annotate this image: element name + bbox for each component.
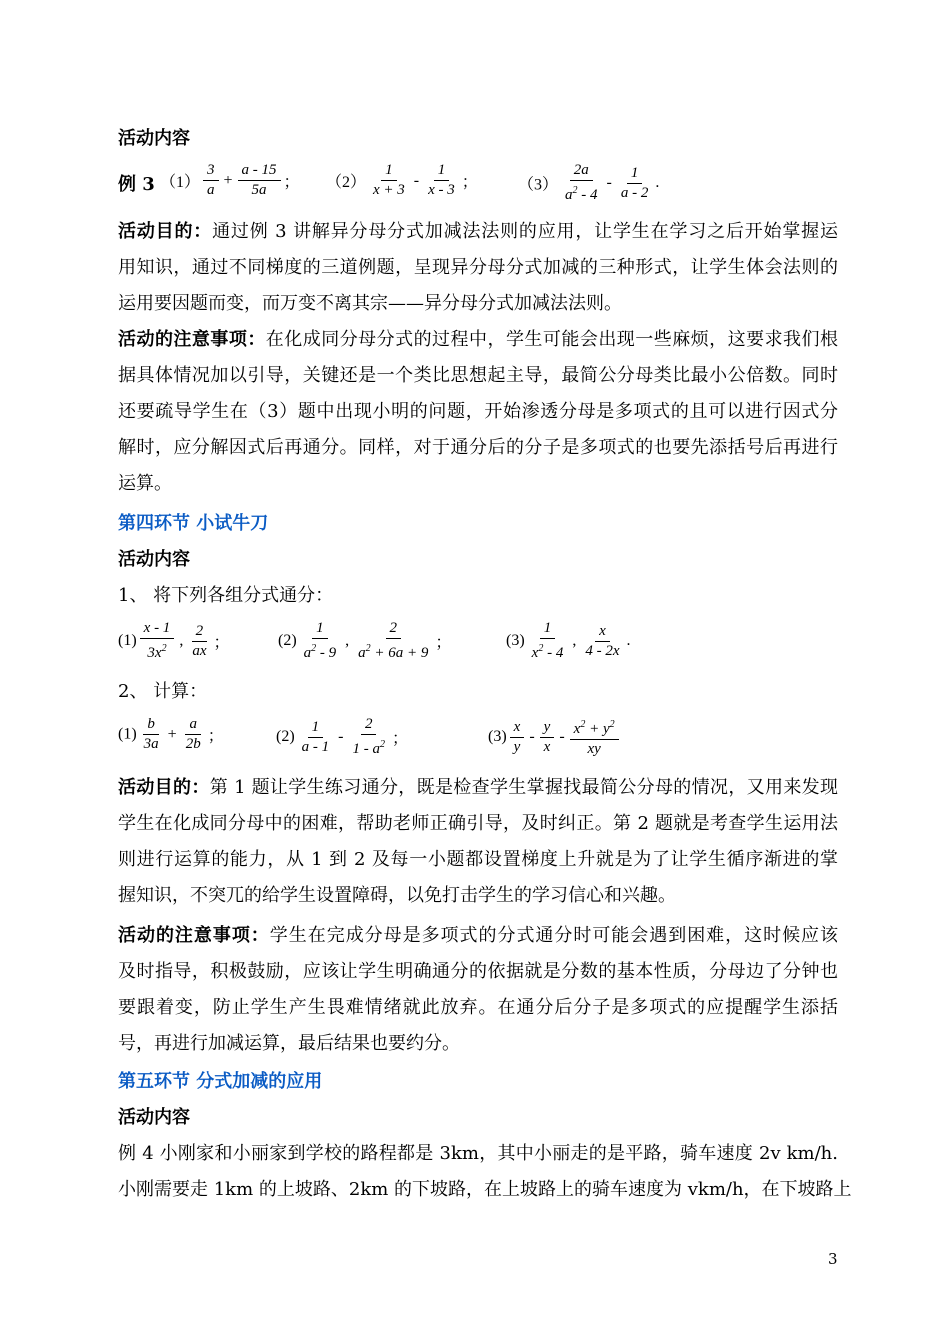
math-end: ； bbox=[213, 634, 230, 652]
math-end: ； bbox=[283, 174, 300, 191]
fraction: $\frac{x - 1}{3x^2}$ bbox=[140, 620, 175, 662]
math-operator: - bbox=[413, 171, 420, 189]
fraction: $\frac{a}{2b}$ bbox=[185, 716, 201, 752]
example3-label: 例 3 bbox=[118, 174, 155, 195]
example3-item-3 bbox=[518, 162, 659, 204]
math-operator: + bbox=[167, 725, 177, 743]
q1-item-2 bbox=[278, 620, 451, 662]
example4-line-2: 小刚需要走 1km 的上坡路、2km 的下坡路，在上坡路上的骑车速度为 vkm/h，在下坡路上 bbox=[118, 1179, 852, 1200]
fraction: $\frac{1}{a - 1}$ bbox=[301, 718, 330, 755]
example4-line-1: 例 4 小刚家和小丽家到学校的路程都是 3km，其中小丽走的是平路，骑车速度 2v km/h. bbox=[118, 1143, 838, 1164]
s4-purpose-line-4: 握知识，不突兀的给学生设置障碍，以免打击学生的学习信心和兴趣。 bbox=[118, 885, 676, 906]
heading-activity-content: 活动内容 bbox=[118, 128, 190, 149]
s4-notes-line-2: 及时指导，积极鼓励，应该让学生明确通分的依据就是分数的基本性质，分母边了分钟也 bbox=[118, 961, 838, 982]
fraction: $\frac{1}{x - 3}$ bbox=[428, 162, 455, 198]
math-end: ； bbox=[435, 634, 452, 652]
section4-title: 第四环节 小试牛刀 bbox=[118, 513, 269, 534]
s4-notes-line-4: 号，再进行加减运算，最后结果也要约分。 bbox=[118, 1033, 460, 1054]
fraction: $\frac{1}{a - 2}$ bbox=[620, 164, 649, 201]
fraction: $\frac{x}{y}$ bbox=[510, 719, 525, 756]
fraction: $\frac{2}{ax}$ bbox=[192, 622, 207, 659]
example3-row bbox=[118, 156, 838, 212]
fraction: $\frac{2}{1 - a^2}$ bbox=[352, 716, 385, 757]
math-label: (1) bbox=[118, 632, 137, 649]
math-operator: , bbox=[179, 632, 184, 649]
fraction: $\frac{1}{x^2 - 4}$ bbox=[531, 620, 564, 661]
example3-item-1 bbox=[160, 162, 300, 199]
q1-item-1 bbox=[118, 620, 230, 662]
q1-item-3 bbox=[506, 620, 630, 662]
math-label: (2) bbox=[278, 632, 297, 649]
fraction: $\frac{1}{x + 3}$ bbox=[373, 162, 405, 198]
purpose-line-2: 用知识，通过不同梯度的三道例题，呈现异分母分式加减的三种形式，让学生体会法则的 bbox=[118, 257, 838, 278]
example3-item-2 bbox=[326, 162, 478, 199]
s4-purpose-line-3: 则进行运算的能力，从 1 到 2 及每一小题都设置梯度上升就是为了让学生循序渐进的掌 bbox=[118, 849, 838, 870]
math-operator: - bbox=[529, 728, 535, 745]
math-end: ； bbox=[391, 730, 408, 748]
fraction: $\frac{x}{4 - 2x}$ bbox=[585, 622, 620, 659]
math-operator: - bbox=[559, 728, 565, 745]
q2-item-3 bbox=[488, 716, 622, 758]
section4-heading: 活动内容 bbox=[118, 549, 190, 570]
math-label: （2） bbox=[326, 174, 367, 191]
notes-line-2: 据具体情况加以引导，关键还是一个类比思想起主导，最简公分母类比最小公倍数。同时 bbox=[118, 365, 838, 386]
fraction: $\frac{b}{3a}$ bbox=[143, 716, 159, 752]
fraction: $\frac{x^2 + y^2}{xy}$ bbox=[570, 716, 619, 758]
s4-purpose-line-1: 活动目的：第 1 题让学生练习通分，既是检查学生掌握找最简公分母的情况，又用来发现 bbox=[118, 777, 838, 798]
math-label: (3) bbox=[506, 632, 525, 649]
fraction: $\frac{3}{a}$ bbox=[203, 162, 219, 199]
q2-item-2 bbox=[276, 716, 408, 758]
math-operator: + bbox=[223, 171, 233, 189]
section5-title: 第五环节 分式加减的应用 bbox=[118, 1071, 323, 1092]
s4-purpose-line-2: 学生在化成同分母中的困难，帮助老师正确引导，及时纠正。第 2 题就是考查学生运用法 bbox=[118, 813, 838, 834]
math-end: ； bbox=[461, 174, 478, 191]
q2-item-1 bbox=[118, 716, 224, 753]
math-label: (3) bbox=[488, 728, 507, 745]
fraction: $\frac{2a}{a^2 - 4}$ bbox=[565, 162, 598, 203]
q2-label: 2、 计算： bbox=[118, 681, 208, 702]
math-label: （1） bbox=[160, 174, 201, 191]
math-operator: , bbox=[572, 632, 577, 649]
math-label: (1) bbox=[118, 725, 137, 743]
q1-row bbox=[118, 614, 838, 670]
math-operator: - bbox=[606, 174, 612, 191]
q2-row bbox=[118, 710, 838, 766]
fraction: $\frac{a - 15}{5a}$ bbox=[238, 162, 281, 199]
s4-purpose-label: 活动目的： bbox=[118, 777, 210, 798]
notes-line-4: 解时，应分解因式后再通分。同样，对于通分后的分子是多项式的也要先添括号后再进行 bbox=[118, 437, 838, 458]
page-number: 3 bbox=[828, 1250, 838, 1268]
s4-notes-line-1: 活动的注意事项：学生在完成分母是多项式的分式通分时可能会遇到困难，这时候应该 bbox=[118, 925, 839, 946]
s4-notes-label: 活动的注意事项： bbox=[118, 925, 270, 946]
q1-label: 1、 将下列各组分式通分： bbox=[118, 585, 334, 606]
notes-label: 活动的注意事项： bbox=[118, 329, 266, 350]
notes-line-5: 运算。 bbox=[118, 473, 172, 494]
math-end: ； bbox=[207, 728, 224, 745]
fraction: $\frac{1}{a^2 - 9}$ bbox=[303, 620, 337, 661]
math-operator: - bbox=[338, 728, 344, 745]
section5-heading: 活动内容 bbox=[118, 1107, 190, 1128]
math-label: （3） bbox=[518, 176, 559, 194]
s4-notes-line-3: 要跟着变，防止学生产生畏难情绪就此放弃。在通分后分子是多项式的应提醒学生添括 bbox=[118, 997, 838, 1018]
notes-line-3: 还要疏导学生在（3）题中出现小明的问题，开始渗透分母是多项式的且可以进行因式分 bbox=[118, 401, 838, 422]
math-end: . bbox=[626, 632, 631, 649]
purpose-line-1: 活动目的：通过例 3 讲解异分母分式加减法法则的应用，让学生在学习之后开始掌握运 bbox=[118, 221, 838, 242]
math-operator: , bbox=[345, 632, 350, 649]
purpose-line-3: 运用要因题而变，而万变不离其宗——异分母分式加减法法则。 bbox=[118, 293, 622, 314]
math-label: (2) bbox=[276, 728, 295, 745]
fraction: $\frac{y}{x}$ bbox=[540, 719, 555, 756]
fraction: $\frac{2}{a^2 + 6a + 9}$ bbox=[358, 620, 429, 661]
purpose-label: 活动目的： bbox=[118, 221, 213, 242]
math-end: . bbox=[655, 174, 660, 191]
notes-line-1: 活动的注意事项：在化成同分母分式的过程中，学生可能会出现一些麻烦，这要求我们根 bbox=[118, 329, 839, 350]
